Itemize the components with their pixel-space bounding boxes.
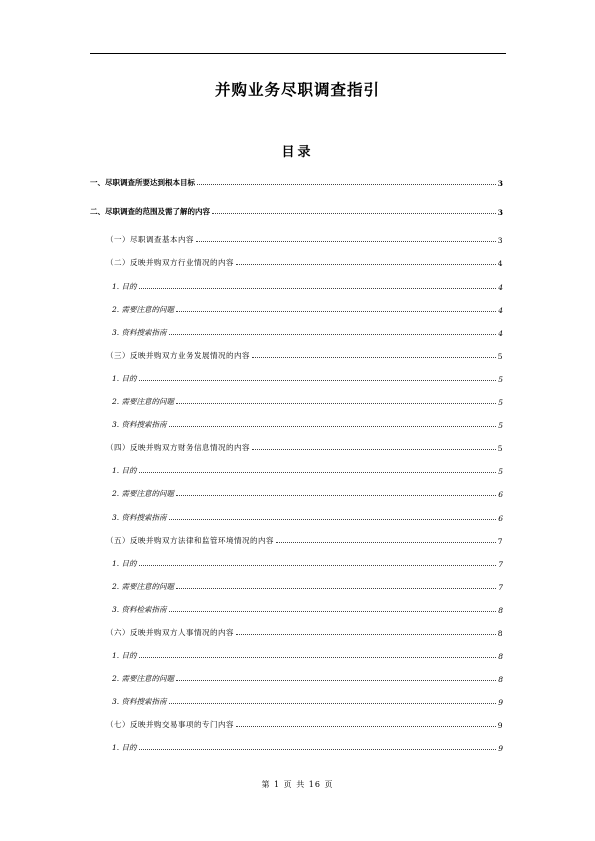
toc-leader-dots	[139, 657, 497, 658]
toc-entry[interactable]	[90, 647, 503, 661]
toc-entry[interactable]	[90, 231, 503, 245]
toc-entry-page: 9	[498, 698, 503, 708]
toc-entry-page: 4	[498, 328, 503, 338]
toc-entry-title: 2. 需要注意的问题	[112, 489, 175, 499]
toc-entry-title: 一、尽职调查所要达到根本目标	[90, 178, 195, 187]
toc-entry-title: （二）反映并购双方行业情况的内容	[106, 258, 234, 268]
toc-leader-dots	[236, 264, 496, 265]
toc-entry-title: 1. 目的	[112, 466, 137, 476]
toc-leader-dots	[139, 288, 497, 289]
toc-leader-dots	[176, 403, 496, 404]
toc-entry-page: 5	[497, 351, 503, 361]
toc-entry-page: 9	[497, 721, 503, 731]
toc-entry-title: （七）反映并购交易事项的专门内容	[106, 720, 234, 730]
toc-entry[interactable]	[90, 393, 503, 407]
toc-entry[interactable]	[90, 670, 503, 684]
toc-entry-title: 1. 目的	[112, 651, 137, 661]
toc-entry-title: （四）反映并购双方财务信息情况的内容	[106, 443, 250, 453]
toc-entry[interactable]	[90, 578, 503, 592]
toc-leader-dots	[236, 634, 496, 635]
toc-leader-dots	[176, 311, 496, 312]
toc-entry-title: 2. 需要注意的问题	[112, 674, 175, 684]
toc-entry-page: 7	[498, 582, 503, 592]
toc-entry-page: 8	[498, 675, 503, 685]
toc-entry[interactable]	[90, 347, 503, 361]
toc-entry-title: 3. 资料搜索指南	[112, 420, 167, 430]
toc-entry-title: 2. 需要注意的问题	[112, 581, 175, 591]
toc-entry-title: 1. 目的	[112, 281, 137, 291]
toc-entry-page: 5	[498, 467, 503, 477]
toc-heading: 目录	[281, 145, 314, 160]
toc-entry-title: 3. 资料搜索指南	[112, 512, 167, 522]
toc-entry-title: 3. 资料检索指南	[112, 604, 167, 614]
toc-leader-dots	[236, 726, 496, 727]
toc-leader-dots	[197, 184, 496, 185]
toc-entry[interactable]	[90, 509, 503, 523]
toc-entry-title: （六）反映并购双方人事情况的内容	[106, 627, 234, 637]
toc-entry[interactable]	[90, 370, 503, 384]
toc-entry[interactable]	[90, 416, 503, 430]
toc-leader-dots	[169, 519, 497, 520]
toc-entry-title: 二、尽职调查的范围及需了解的内容	[90, 206, 210, 216]
toc-entry[interactable]	[90, 555, 503, 569]
toc-entry-title: 1. 目的	[112, 743, 137, 753]
toc-entry-page: 5	[498, 398, 503, 408]
toc-entry-title: （五）反映并购双方法律和监管环境情况的内容	[106, 535, 274, 545]
toc-leader-dots	[176, 680, 496, 681]
toc-entry[interactable]	[90, 716, 503, 730]
toc-entry[interactable]	[90, 485, 503, 499]
toc-leader-dots	[169, 611, 497, 612]
toc-entry-page: 5	[498, 374, 503, 384]
toc-leader-dots	[139, 472, 497, 473]
toc-entry[interactable]	[90, 462, 503, 476]
toc-entry-title: （一）尽职调查基本内容	[106, 235, 194, 245]
toc-entry-page: 7	[497, 536, 503, 546]
toc-entry-page: 3	[497, 236, 503, 246]
toc-entry-title: （三）反映并购双方业务发展情况的内容	[106, 350, 250, 360]
toc-entry-page: 4	[498, 305, 503, 315]
toc-leader-dots	[169, 426, 497, 427]
header-rule	[90, 53, 506, 54]
toc-leader-dots	[139, 380, 497, 381]
toc-entry-title: 3. 资料搜索指南	[112, 697, 167, 707]
toc-leader-dots	[169, 703, 497, 704]
toc-entry-page: 8	[497, 628, 503, 638]
toc-leader-dots	[176, 495, 496, 496]
toc-entry[interactable]	[90, 254, 503, 268]
toc-entry-page: 5	[497, 444, 503, 454]
toc-entry-page: 3	[497, 207, 503, 217]
toc-leader-dots	[176, 588, 496, 589]
toc-entry-page: 7	[498, 559, 503, 569]
toc-entry-page: 8	[498, 605, 503, 615]
toc-entry-page: 3	[497, 179, 503, 188]
toc-entry[interactable]	[90, 301, 503, 315]
toc-entry[interactable]	[90, 739, 503, 753]
toc-leader-dots	[139, 565, 497, 566]
toc-entry-page: 9	[498, 744, 503, 754]
toc-entry-title: 3. 资料搜索指南	[112, 327, 167, 337]
toc-entry[interactable]	[90, 693, 503, 707]
toc-entry[interactable]	[90, 324, 503, 338]
table-of-contents	[90, 174, 503, 763]
toc-leader-dots	[252, 449, 496, 450]
toc-entry[interactable]	[90, 174, 503, 188]
toc-entry[interactable]	[90, 203, 503, 217]
toc-leader-dots	[212, 213, 496, 214]
toc-leader-dots	[196, 241, 496, 242]
toc-leader-dots	[169, 334, 497, 335]
toc-entry[interactable]	[90, 532, 503, 546]
toc-entry-page: 6	[498, 490, 503, 500]
toc-entry-page: 8	[498, 652, 503, 662]
toc-entry[interactable]	[90, 601, 503, 615]
toc-entry[interactable]	[90, 439, 503, 453]
toc-leader-dots	[276, 542, 496, 543]
toc-leader-dots	[139, 749, 497, 750]
toc-entry-title: 1. 目的	[112, 558, 137, 568]
toc-entry-page: 6	[498, 513, 503, 523]
toc-entry[interactable]	[90, 624, 503, 638]
toc-entry[interactable]	[90, 278, 503, 292]
toc-entry-title: 2. 需要注意的问题	[112, 397, 175, 407]
page-footer: 第 1 页 共 16 页	[261, 780, 334, 789]
toc-entry-title: 2. 需要注意的问题	[112, 304, 175, 314]
toc-entry-page: 5	[498, 421, 503, 431]
toc-entry-page: 4	[497, 259, 503, 269]
toc-entry-page: 4	[498, 282, 503, 292]
document-title: 并购业务尽职调查指引	[214, 80, 380, 99]
toc-entry-title: 1. 目的	[112, 373, 137, 383]
toc-leader-dots	[252, 357, 496, 358]
